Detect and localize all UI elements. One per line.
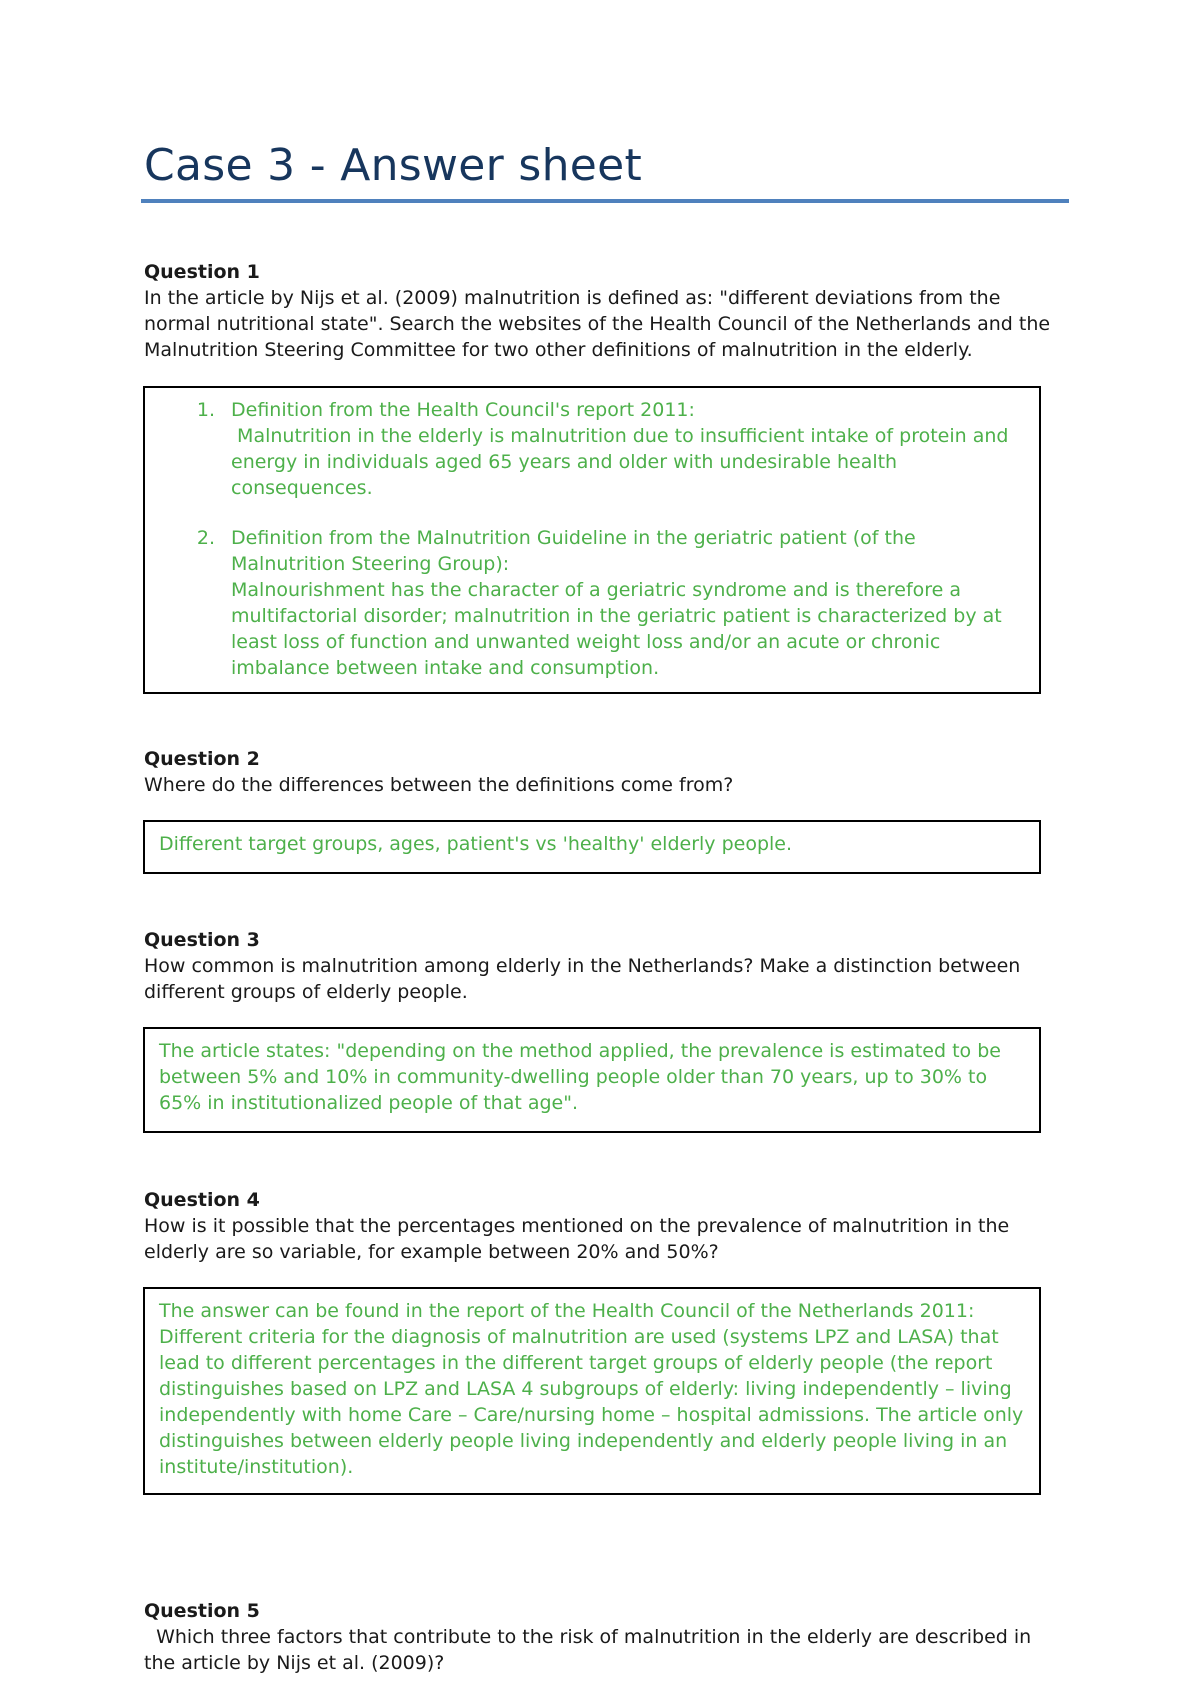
question-1 bbox=[144, 259, 1064, 363]
list-number: 2. bbox=[196, 527, 215, 549]
question-5 bbox=[144, 1598, 1064, 1676]
definition-text: Malnutrition in the elderly is malnutrition due to insufficient intake of protein and energy in individuals aged 65 years and older with undesirable health consequences. bbox=[231, 425, 1015, 499]
question-heading: Question 3 bbox=[144, 929, 260, 951]
question-heading: Question 2 bbox=[144, 748, 260, 770]
question-text: Where do the differences between the definitions come from? bbox=[144, 774, 734, 796]
question-heading: Question 1 bbox=[144, 261, 260, 283]
question-heading: Question 5 bbox=[144, 1600, 260, 1622]
title-underline bbox=[141, 199, 1069, 203]
question-text: In the article by Nijs et al. (2009) malnutrition is defined as: "different deviations from the normal nutritional state". Search the websites of the Health Council of the Netherlands and the Malnutrition Steering Committee for two other definitions of malnutrition in the elderly. bbox=[144, 287, 1051, 361]
question-text: How common is malnutrition among elderly in the Netherlands? Make a distinction between different groups of elderly people. bbox=[144, 955, 1021, 1003]
definition-item-1 bbox=[159, 397, 1025, 501]
answer-text: The article states: "depending on the method applied, the prevalence is estimated to be between 5% and 10% in community-dwelling people older than 70 years, up to 30% to 65% in institutionalized people of that age". bbox=[159, 1040, 1001, 1114]
page-title: Case 3 - Answer sheet bbox=[144, 140, 643, 191]
answer-box-4 bbox=[143, 1287, 1041, 1495]
answer-box-2 bbox=[143, 820, 1041, 874]
question-2 bbox=[144, 746, 1064, 798]
definition-item-2 bbox=[159, 525, 1025, 681]
definition-text: Malnourishment has the character of a geriatric syndrome and is therefore a multifactorial disorder; malnutrition in the geriatric patient is characterized by at least loss of function and unwanted weight loss and/or an acute or chronic imbalance between intake and consumption. bbox=[231, 579, 1002, 679]
answer-box-3 bbox=[143, 1027, 1041, 1133]
question-text: Which three factors that contribute to the risk of malnutrition in the elderly are described in the article by Nijs et al. (2009)? bbox=[144, 1626, 1038, 1674]
question-heading: Question 4 bbox=[144, 1189, 260, 1211]
definition-source: Definition from the Health Council's report 2011: bbox=[231, 399, 695, 421]
question-3 bbox=[144, 927, 1064, 1005]
question-4 bbox=[144, 1187, 1064, 1265]
definition-list bbox=[159, 397, 1025, 681]
answer-box-1 bbox=[143, 386, 1041, 694]
answer-text: The answer can be found in the report of the Health Council of the Netherlands 2011: Different criteria for the diagnosis of malnutrition are used (systems LPZ and LASA) that lead to different percentages in the different target groups of elderly people (the report distinguishes based on LPZ and LASA 4 subgroups of elderly: living independently – living independently with home Care – Care/nursing home – hospital admissions. The article only distinguishes between elderly people living independently and elderly people living in an institute/institution). bbox=[159, 1300, 1024, 1478]
definition-source: Definition from the Malnutrition Guideline in the geriatric patient (of the Malnutrition Steering Group): bbox=[231, 527, 916, 575]
answer-text: Different target groups, ages, patient's vs 'healthy' elderly people. bbox=[159, 833, 793, 855]
question-text: How is it possible that the percentages mentioned on the prevalence of malnutrition in the elderly are so variable, for example between 20% and 50%? bbox=[144, 1215, 1010, 1263]
list-number: 1. bbox=[196, 399, 215, 421]
